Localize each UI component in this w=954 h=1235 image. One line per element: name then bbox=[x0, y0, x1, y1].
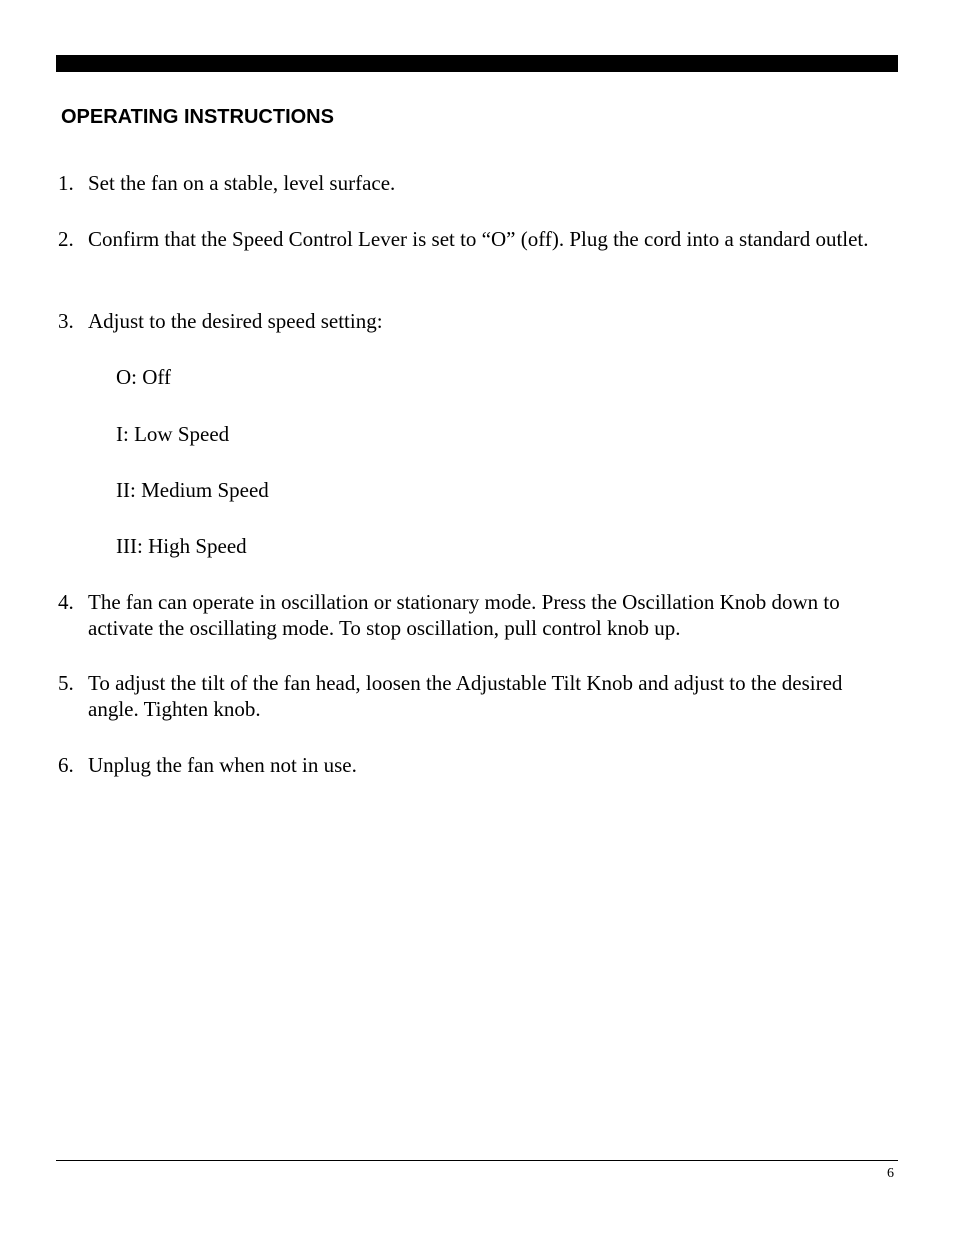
step-text: Set the fan on a stable, level surface. bbox=[88, 171, 396, 195]
header-bar bbox=[56, 55, 898, 72]
page-number: 6 bbox=[887, 1166, 894, 1181]
step-number: 3. bbox=[58, 309, 74, 333]
step-number: 4. bbox=[58, 590, 74, 614]
step-3 bbox=[58, 308, 888, 334]
speed-setting-low: I: Low Speed bbox=[116, 422, 230, 446]
step-1 bbox=[58, 170, 888, 196]
speed-setting-off: O: Off bbox=[116, 365, 172, 389]
speed-setting-high: III: High Speed bbox=[116, 534, 247, 558]
step-text: To adjust the tilt of the fan head, loosen the Adjustable Tilt Knob and adjust to the desired angle. Tighten knob. bbox=[88, 671, 843, 721]
step-text: Confirm that the Speed Control Lever is set to “O” (off). Plug the cord into a standard outlet. bbox=[88, 227, 869, 251]
step-text: Unplug the fan when not in use. bbox=[88, 753, 357, 777]
step-number: 5. bbox=[58, 671, 74, 695]
step-number: 1. bbox=[58, 171, 74, 195]
footer-rule bbox=[56, 1160, 898, 1161]
step-text: The fan can operate in oscillation or stationary mode. Press the Oscillation Knob down to activate the oscillating mode. To stop oscillation, pull control knob up. bbox=[88, 590, 840, 640]
step-number: 2. bbox=[58, 227, 74, 251]
step-number: 6. bbox=[58, 753, 74, 777]
step-4 bbox=[58, 589, 888, 641]
speed-setting-medium: II: Medium Speed bbox=[116, 478, 269, 502]
step-5 bbox=[58, 670, 888, 722]
step-text: Adjust to the desired speed setting: bbox=[88, 309, 383, 333]
step-2 bbox=[58, 226, 888, 252]
step-6 bbox=[58, 752, 888, 778]
section-title: OPERATING INSTRUCTIONS bbox=[61, 106, 334, 128]
